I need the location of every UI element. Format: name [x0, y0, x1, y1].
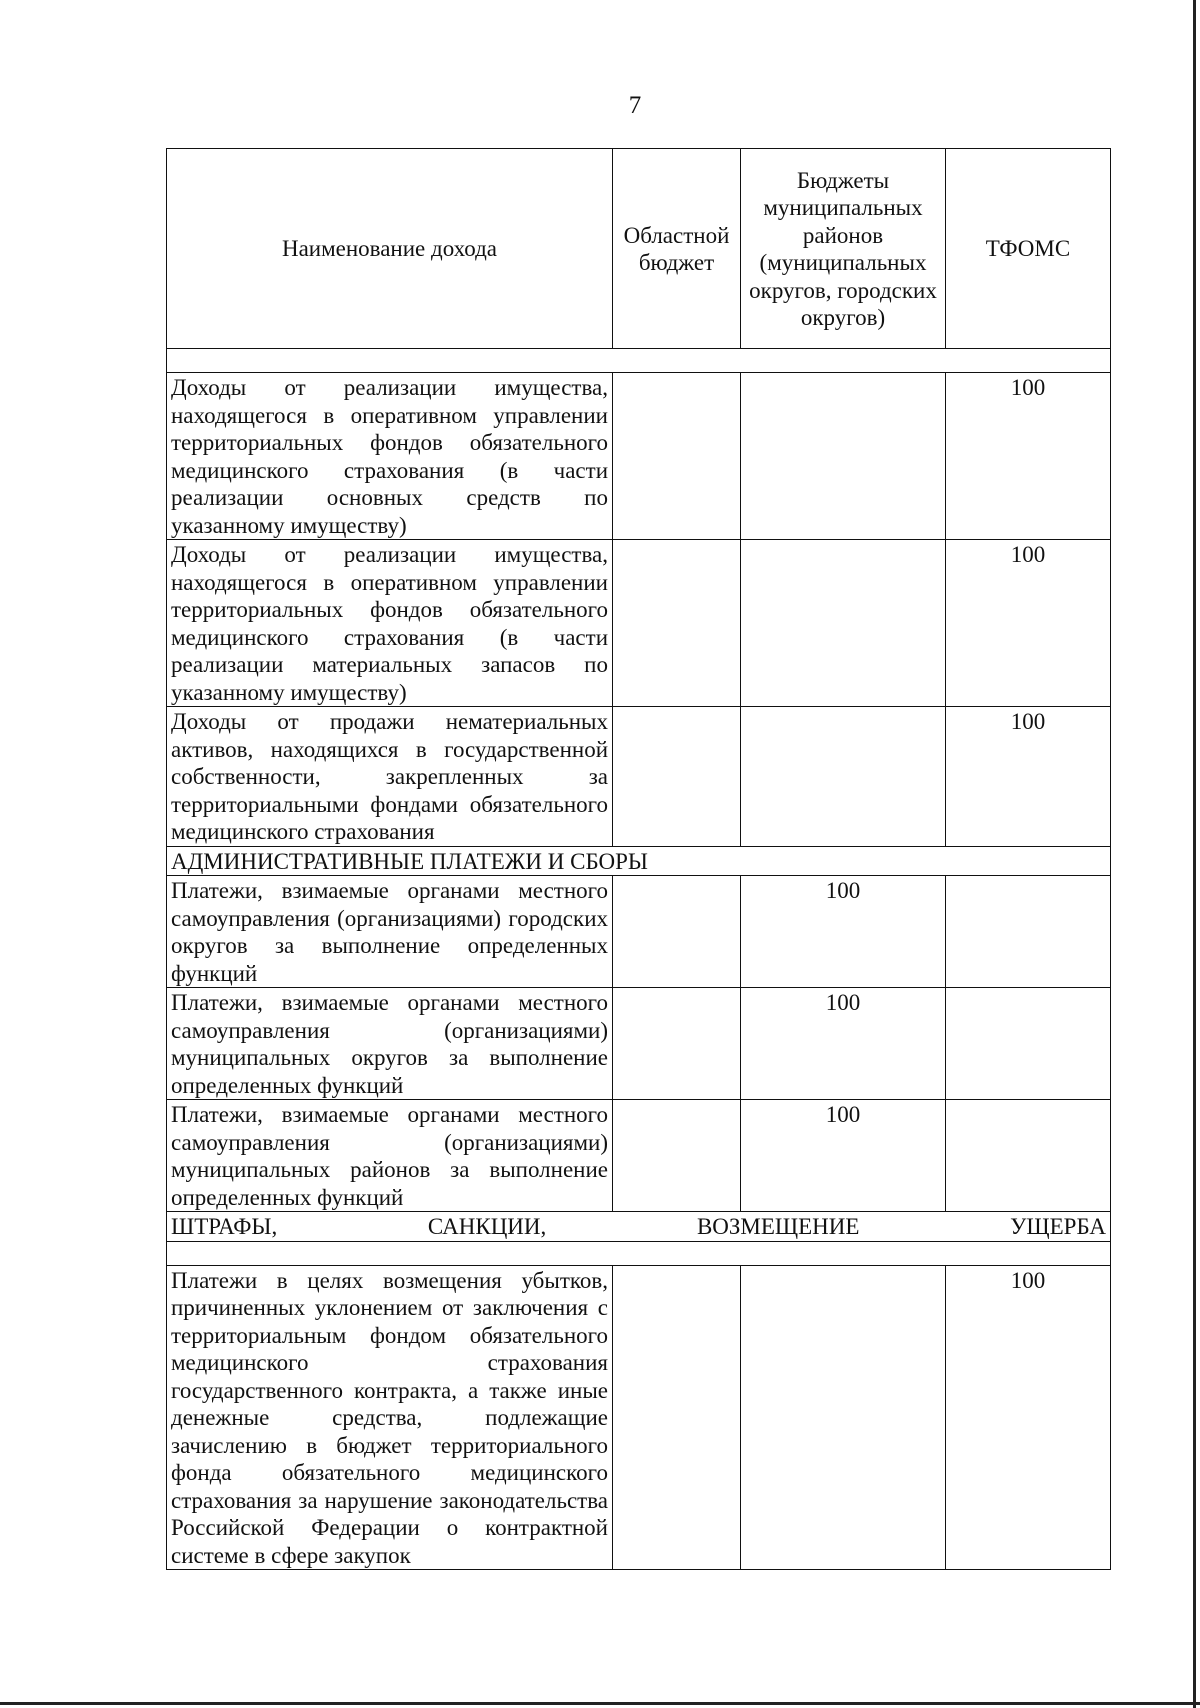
income-name-cell: Платежи в целях возмещения убытков, причиненных уклонением от заключения с территориальным фондом обязательного медицинского страхования государственного контракта, а также иные денежные средства, подлежащие зачислению в бюджет территориального фонда обязательного медицинского страхования за нарушение законодательства Российской Федерации о контрактной системе в сфере закупок [167, 1265, 613, 1570]
page-edge-bottom [0, 1702, 1200, 1705]
income-name-cell: Доходы от реализации имущества, находящегося в оперативном управлении территориальных фондов обязательного медицинского страхования (в части реализации материальных запасов по указанному имуществу) [167, 540, 613, 707]
tfoms-value-cell: 100 [946, 373, 1111, 540]
header-tfoms: ТФОМС [946, 149, 1111, 349]
tfoms-value-cell [946, 876, 1111, 988]
income-name-cell: Платежи, взимаемые органами местного самоуправления (организациями) муниципальных районов за выполнение определенных функций [167, 1100, 613, 1212]
tfoms-value-cell: 100 [946, 707, 1111, 847]
header-municipal-budgets: Бюджеты муниципальных районов (муниципальных округов, городских округов) [741, 149, 946, 349]
income-name-cell: Доходы от реализации имущества, находящегося в оперативном управлении территориальных фондов обязательного медицинского страхования (в части реализации основных средств по указанному имуществу) [167, 373, 613, 540]
municipal-value-cell [741, 373, 946, 540]
regional-value-cell [613, 707, 741, 847]
income-distribution-table [166, 148, 1111, 1570]
tfoms-value-cell [946, 988, 1111, 1100]
regional-value-cell [613, 540, 741, 707]
income-name-cell: Платежи, взимаемые органами местного самоуправления (организациями) муниципальных округов за выполнение определенных функций [167, 988, 613, 1100]
table-row [167, 707, 1111, 847]
table-header-row [167, 149, 1111, 349]
table-row [167, 1100, 1111, 1212]
table-row [167, 988, 1111, 1100]
tfoms-value-cell [946, 1100, 1111, 1212]
header-regional-budget: Областной бюджет [613, 149, 741, 349]
table-row [167, 540, 1111, 707]
municipal-value-cell [741, 707, 946, 847]
income-name-cell: Доходы от продажи нематериальных активов, находящихся в государственной собственности, закрепленных за территориальными фондами обязательного медицинского страхования [167, 707, 613, 847]
table-row [167, 373, 1111, 540]
table-row [167, 1265, 1111, 1570]
income-name-cell: Платежи, взимаемые органами местного самоуправления (организациями) городских округов за выполнение определенных функций [167, 876, 613, 988]
regional-value-cell [613, 876, 741, 988]
tfoms-value-cell: 100 [946, 540, 1111, 707]
municipal-value-cell: 100 [741, 988, 946, 1100]
section-heading-row [167, 846, 1111, 876]
municipal-value-cell [741, 1265, 946, 1570]
regional-value-cell [613, 1265, 741, 1570]
table-spacer-row [167, 349, 1111, 373]
tfoms-value-cell: 100 [946, 1265, 1111, 1570]
section-heading-row [167, 1212, 1111, 1242]
page-edge-right [1193, 0, 1196, 1708]
section-fines: ШТРАФЫ, САНКЦИИ, ВОЗМЕЩЕНИЕ УЩЕРБА [167, 1212, 1111, 1242]
municipal-value-cell: 100 [741, 876, 946, 988]
section-admin-payments: АДМИНИСТРАТИВНЫЕ ПЛАТЕЖИ И СБОРЫ [167, 846, 1111, 876]
regional-value-cell [613, 1100, 741, 1212]
municipal-value-cell [741, 540, 946, 707]
page-number: 7 [628, 92, 642, 119]
regional-value-cell [613, 373, 741, 540]
header-income-name: Наименование дохода [167, 149, 613, 349]
table-spacer-row [167, 1241, 1111, 1265]
regional-value-cell [613, 988, 741, 1100]
table-row [167, 876, 1111, 988]
municipal-value-cell: 100 [741, 1100, 946, 1212]
